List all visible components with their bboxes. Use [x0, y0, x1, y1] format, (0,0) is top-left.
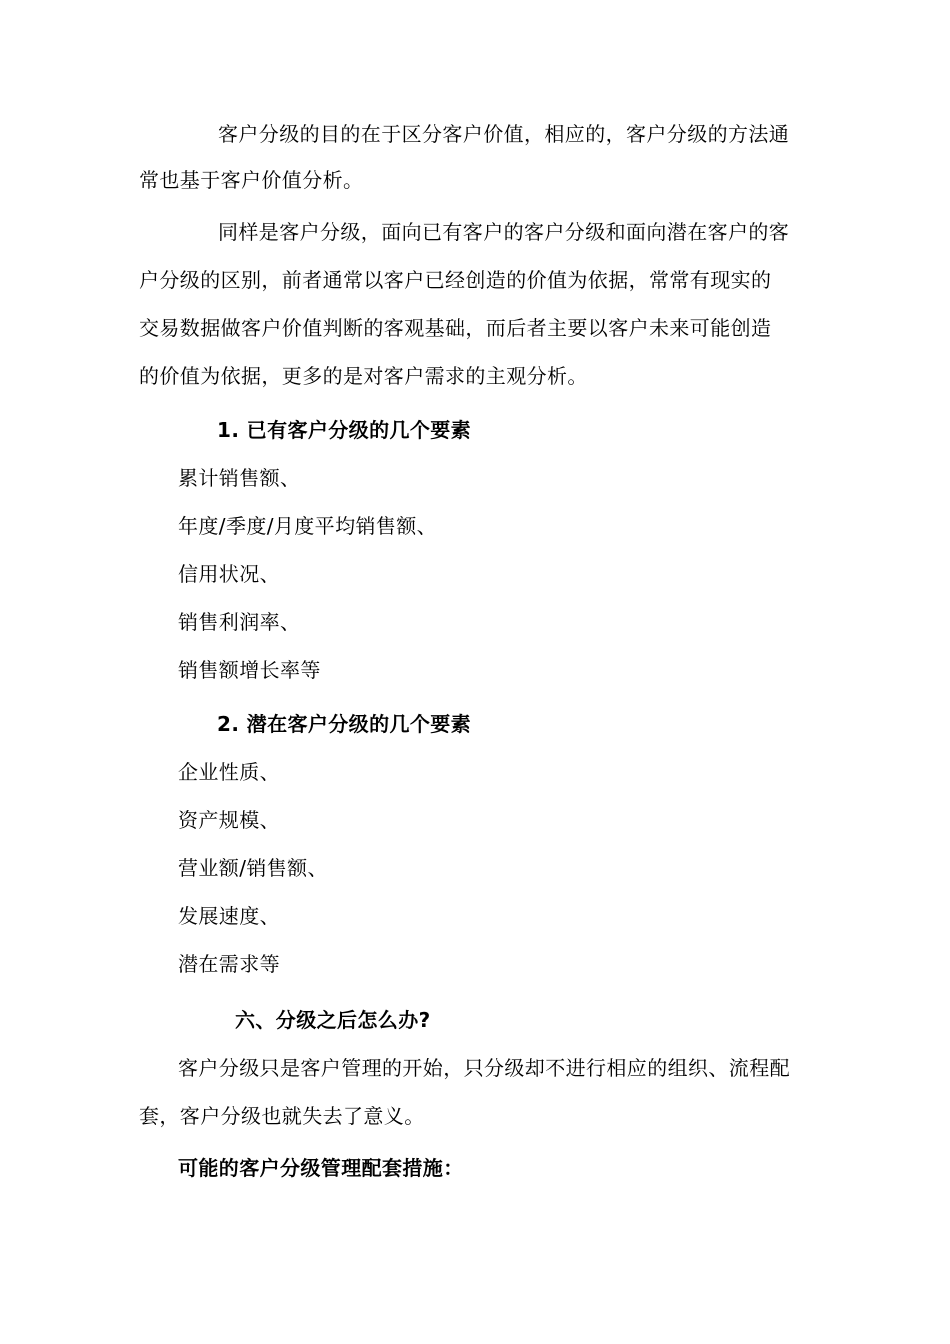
section-2-item: 资产规模、	[178, 808, 280, 832]
section-3-heading: 六、分级之后怎么办?	[235, 1008, 431, 1032]
section-2-item: 营业额/销售额、	[178, 856, 328, 880]
paragraph-1-line-2: 常也基于客户价值分析。	[139, 168, 364, 192]
section-1-item: 累计销售额、	[178, 466, 301, 490]
section-1-item: 年度/季度/月度平均销售额、	[178, 514, 438, 538]
section-2-item: 企业性质、	[178, 760, 280, 784]
section-2-item: 发展速度、	[178, 904, 280, 928]
section-1-item: 信用状况、	[178, 562, 280, 586]
section-2-heading: 2. 潜在客户分级的几个要素	[217, 712, 472, 736]
paragraph-2-line-1: 同样是客户分级，面向已有客户的客户分级和面向潜在客户的客	[218, 220, 790, 244]
section-1-heading: 1. 已有客户分级的几个要素	[217, 418, 472, 442]
section-3-paragraph-line-2: 套，客户分级也就失去了意义。	[139, 1104, 425, 1128]
section-1-item: 销售额增长率等	[178, 658, 321, 682]
paragraph-2-line-3: 交易数据做客户价值判断的客观基础，而后者主要以客户未来可能创造	[139, 316, 772, 340]
paragraph-1-line-1: 客户分级的目的在于区分客户价值，相应的，客户分级的方法通	[218, 122, 790, 146]
section-3-paragraph-line-1: 客户分级只是客户管理的开始，只分级却不进行相应的组织、流程配	[178, 1056, 790, 1080]
section-1-item: 销售利润率、	[178, 610, 301, 634]
paragraph-2-line-2: 户分级的区别，前者通常以客户已经创造的价值为依据，常常有现实的	[139, 268, 772, 292]
paragraph-2-line-4: 的价值为依据，更多的是对客户需求的主观分析。	[139, 364, 588, 388]
section-3-subheading: 可能的客户分级管理配套措施：	[178, 1156, 464, 1180]
section-2-item: 潜在需求等	[178, 952, 280, 976]
